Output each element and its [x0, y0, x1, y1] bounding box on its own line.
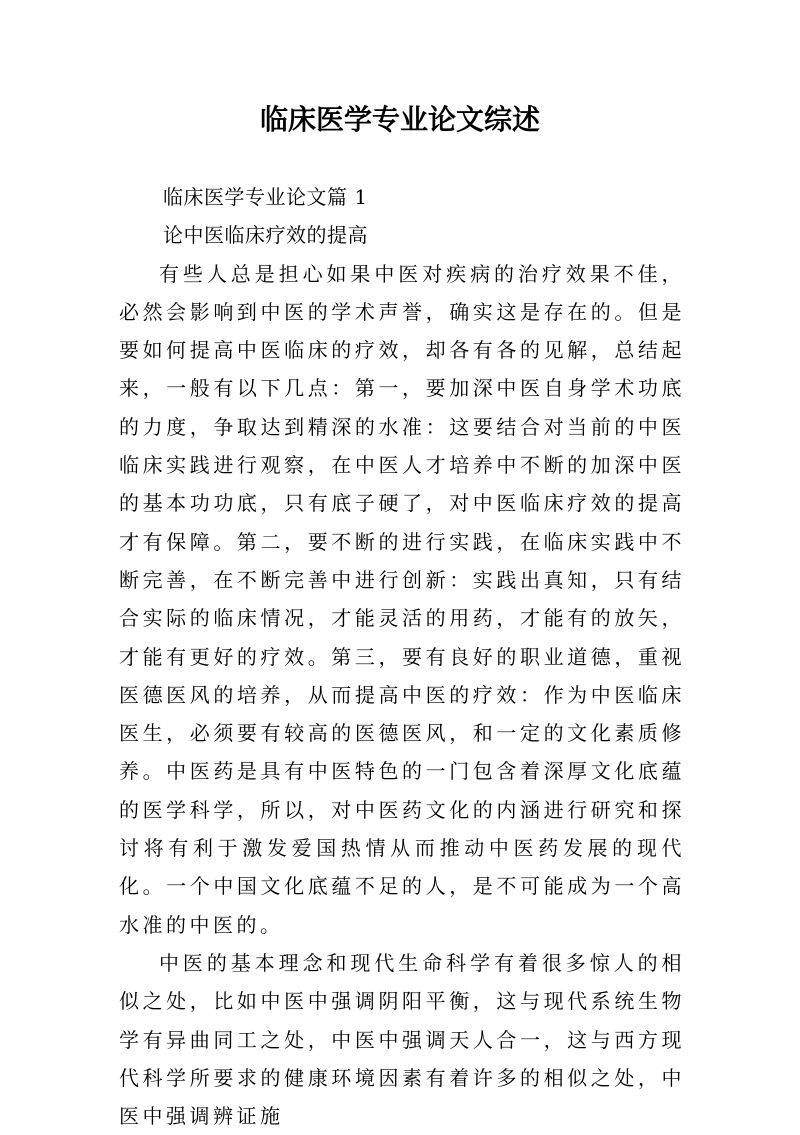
section-heading: 临床医学专业论文篇 1 [163, 185, 368, 209]
document-title: 临床医学专业论文综述 [259, 103, 540, 136]
article-title: 论中医临床疗效的提高 [163, 223, 368, 248]
document-body [119, 178, 685, 1135]
body-paragraph-1: 有些人总是担心如果中医对疾病的治疗效果不佳，必然会影响到中医的学术声誉，确实这是存在的。但是要如何提高中医临床的疗效，却各有各的见解，总结起来，一般有以下几点：第一，要加深中医自身学术功底的力度，争取达到精深的水准：这要结合对当前的中医临床实践进行观察，在中医人才培养中不断的加深中医的基本功功底，只有底子硬了，对中医临床疗效的提高才有保障。第二，要不断的进行实践，在临床实践中不断完善，在不断完善中进行创新：实践出真知，只有结合实际的临床情况，才能灵活的用药，才能有的放矢，才能有更好的疗效。第三，要有良好的职业道德，重视医德医风的培养，从而提高中医的疗效：作为中医临床医生，必须要有较高的医德医风，和一定的文化素质修养。中医药是具有中医特色的一门包含着深厚文化底蕴的医学科学，所以，对中医药文化的内涵进行研究和探讨将有利于激发爱国热情从而推动中医药发展的现代化。一个中国文化底蕴不足的人，是不可能成为一个高水准的中医的。 [119, 261, 685, 937]
body-paragraph-2: 中医的基本理念和现代生命科学有着很多惊人的相似之处，比如中医中强调阴阳平衡，这与现代系统生物学有异曲同工之处，中医中强调天人合一，这与西方现代科学所要求的健康环境因素有着许多的相似之处，中医中强调辨证施 [119, 950, 685, 1129]
